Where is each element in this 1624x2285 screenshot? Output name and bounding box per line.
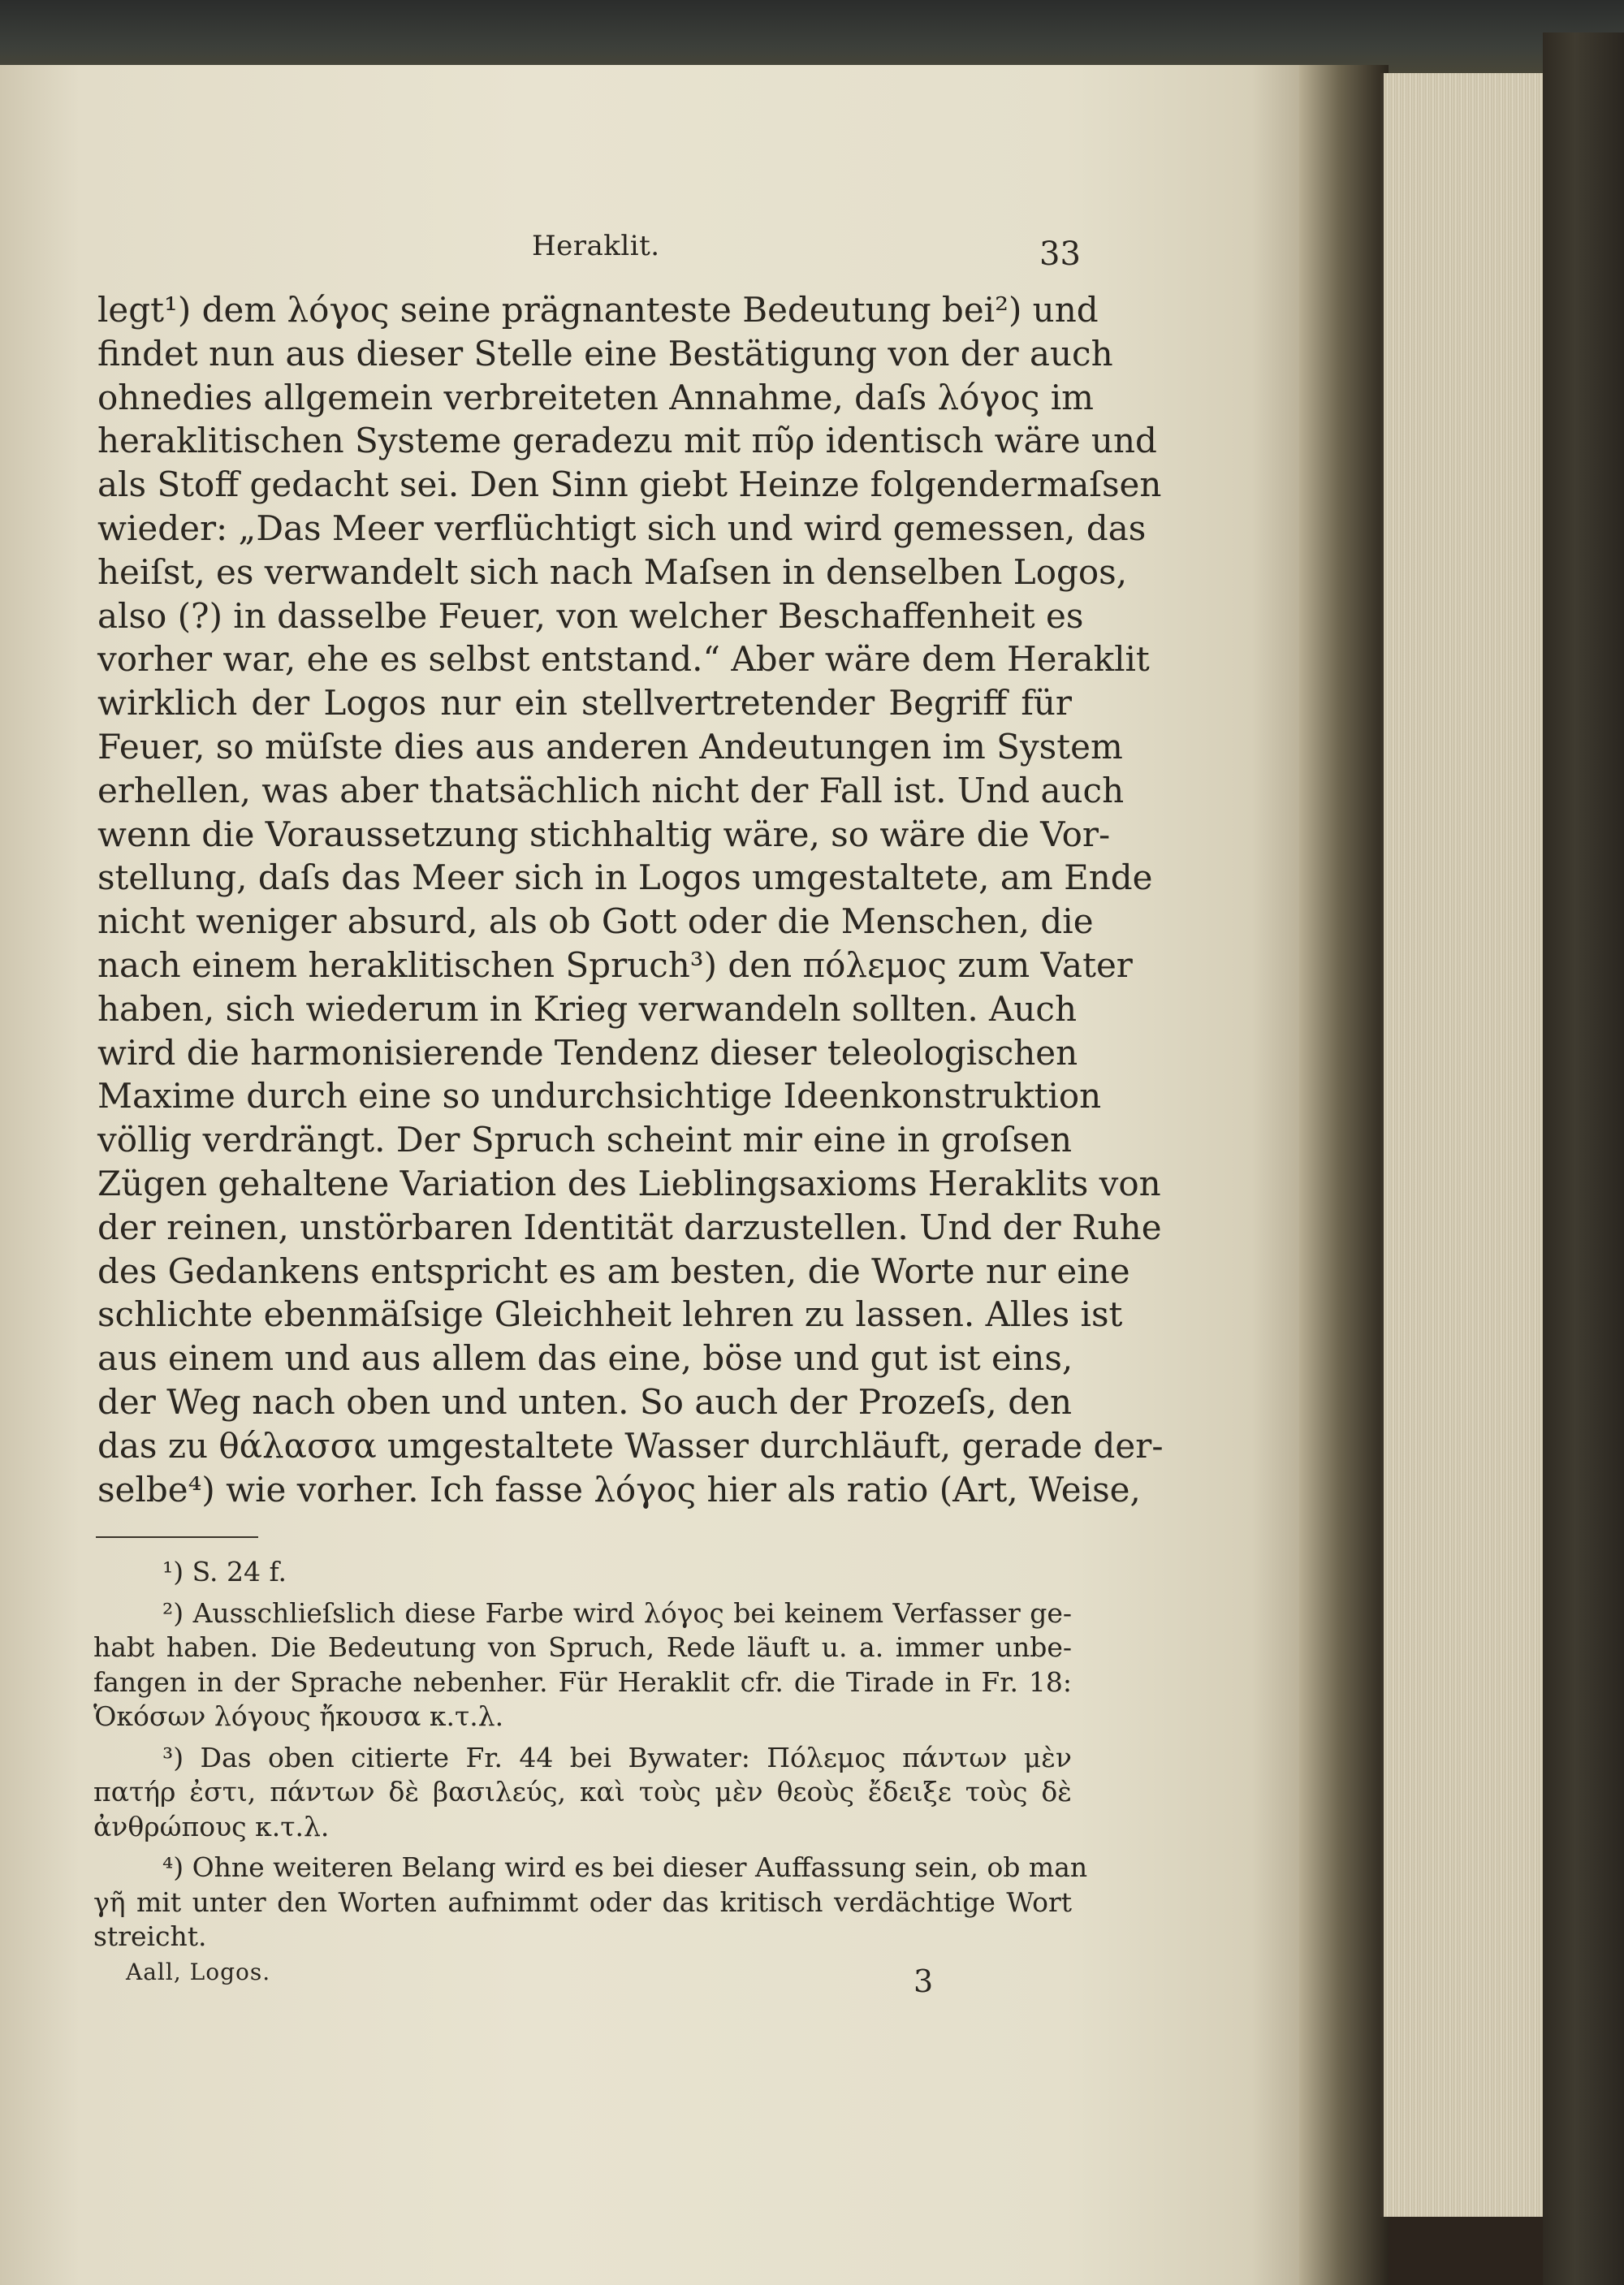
footnote-line: ¹) S. 24 f. — [162, 1556, 287, 1587]
page-edges — [1380, 73, 1546, 2217]
footnote-rule — [96, 1536, 258, 1538]
footnote-line: ⁴) Ohne weiteren Belang wird es bei dieser Auffassung sein, ob man — [162, 1851, 1088, 1883]
body-line: der reinen, unstörbaren Identität darzustellen. Und der Ruhe — [97, 1207, 1162, 1247]
footnote-2 — [93, 1596, 1072, 1734]
footnote-line: habt haben. Die Bedeutung von Spruch, Rede läuft u. a. immer unbe- — [93, 1631, 1072, 1663]
body-line: nicht weniger absurd, als ob Gott oder die Menschen, die — [97, 901, 1094, 942]
page-number: 33 — [1039, 235, 1081, 273]
body-line: völlig verdrängt. Der Spruch scheint mir eine in groſsen — [97, 1120, 1072, 1160]
body-line: Feuer, so müſste dies aus anderen Andeutungen im System — [97, 726, 1123, 767]
footnote-line: streicht. — [93, 1920, 207, 1952]
body-line: als Stoff gedacht sei. Den Sinn giebt Heinze folgendermaſsen — [97, 464, 1162, 505]
body-line: schlichte ebenmäſsige Gleichheit lehren zu lassen. Alles ist — [97, 1294, 1123, 1335]
footnote-line: γῆ mit unter den Worten aufnimmt oder das kritisch verdächtige Wort — [93, 1885, 1072, 1918]
footnote-line: πατήρ ἐστι, πάντων δὲ βασιλεύς, καὶ τοὺς μὲν θεοὺς ἔδειξε τοὺς δὲ — [93, 1776, 1072, 1808]
body-line: legt¹) dem λόγος seine prägnanteste Bedeutung bei²) und — [97, 290, 1099, 330]
running-title: Heraklit. — [532, 230, 660, 262]
signature-author: Aall, Logos. — [126, 1959, 271, 1985]
body-line: wird die harmonisierende Tendenz dieser teleologischen — [97, 1032, 1078, 1073]
body-text — [97, 288, 1164, 1511]
book-cover-right — [1543, 32, 1624, 2285]
body-line: wenn die Voraussetzung stichhaltig wäre, so wäre die Vor- — [97, 814, 1111, 854]
footnote-3 — [93, 1741, 1072, 1845]
body-line: stellung, daſs das Meer sich in Logos umgestaltete, am Ende — [97, 857, 1153, 898]
footnote-1 — [93, 1555, 1072, 1590]
body-line: der Weg nach oben und unten. So auch der Prozeſs, den — [97, 1381, 1072, 1422]
footnote-line: fangen in der Sprache nebenher. Für Heraklit cfr. die Tirade in Fr. 18: — [93, 1665, 1072, 1698]
footnote-4 — [93, 1851, 1088, 1955]
body-line: wieder: „Das Meer verflüchtigt sich und wird gemessen, das — [97, 508, 1147, 548]
page-gutter-shadow — [1299, 65, 1389, 2285]
body-line: Maxime durch eine so undurchsichtige Ideenkonstruktion — [97, 1076, 1102, 1117]
body-line: haben, sich wiederum in Krieg verwandeln sollten. Auch — [97, 988, 1078, 1029]
footnote-line: ³) Das oben citierte Fr. 44 bei Bywater: Πόλεμος πάντων μὲν — [162, 1741, 1072, 1773]
footnote-line: ²) Ausschlieſslich diese Farbe wird λόγος bei keinem Verfasser ge- — [162, 1596, 1072, 1629]
body-line: findet nun aus dieser Stelle eine Bestätigung von der auch — [97, 333, 1113, 374]
body-line: aus einem und aus allem das eine, böse und gut ist eins, — [97, 1338, 1073, 1379]
body-line: das zu θάλασσα umgestaltete Wasser durchläuft, gerade der- — [97, 1425, 1164, 1466]
body-line: also (?) in dasselbe Feuer, von welcher Beschaffenheit es — [97, 595, 1084, 636]
body-line: Zügen gehaltene Variation des Lieblingsaxioms Heraklits von — [97, 1163, 1161, 1203]
body-line: selbe⁴) wie vorher. Ich fasse λόγος hier als ratio (Art, Weise, — [97, 1469, 1141, 1510]
footnote-line: Ὁκόσων λόγους ἤκουσα κ.τ.λ. — [93, 1700, 504, 1732]
signature-sheet-number: 3 — [914, 1963, 934, 1999]
body-line: erhellen, was aber thatsächlich nicht der Fall ist. Und auch — [97, 770, 1125, 810]
footnote-line: ἀνθρώπους κ.τ.λ. — [93, 1810, 330, 1842]
body-line: vorher war, ehe es selbst entstand.“ Aber wäre dem Heraklit — [97, 639, 1150, 680]
body-line: heiſst, es verwandelt sich nach Maſsen in denselben Logos, — [97, 551, 1128, 592]
body-line: ohnedies allgemein verbreiteten Annahme, daſs λόγος im — [97, 377, 1094, 417]
footnotes — [93, 1555, 1088, 1955]
body-line: nach einem heraklitischen Spruch³) den πόλεμος zum Vater — [97, 944, 1133, 985]
body-line: heraklitischen Systeme geradezu mit πῦρ identisch wäre und — [97, 421, 1157, 461]
body-line: des Gedankens entspricht es am besten, die Worte nur eine — [97, 1250, 1130, 1291]
body-line: wirklich der Logos nur ein stellvertretender Begriff für — [97, 683, 1072, 724]
